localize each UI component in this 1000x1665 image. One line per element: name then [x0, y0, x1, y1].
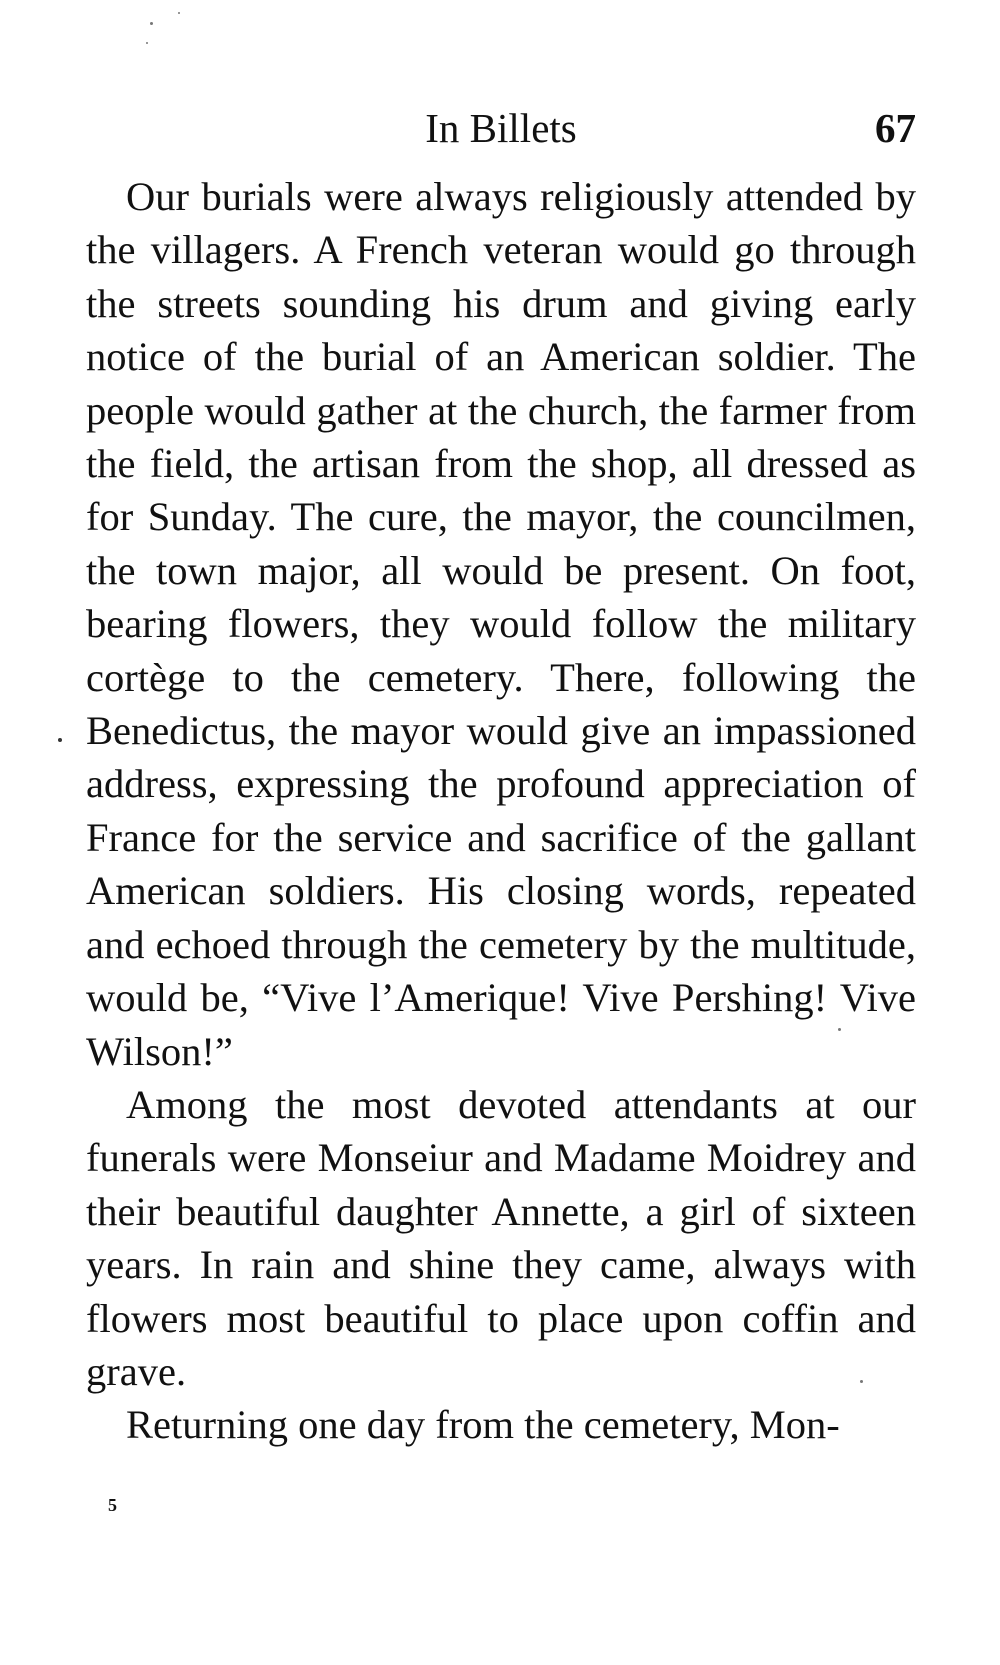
scan-speck — [150, 22, 153, 25]
scan-speck — [178, 12, 180, 14]
paragraph-returning: Returning one day from the cemetery, Mon- — [126, 1402, 840, 1448]
scan-speck — [58, 738, 62, 742]
scan-speck — [146, 42, 148, 44]
signature-mark: 5 — [108, 1495, 117, 1515]
paragraph-burials: Our burials were always religiously attended by the villagers. A French veteran would go through the streets sounding his drum and giving early notice of the burial of an American soldier. The people would gather at the church, the farmer from the field, the artisan from the shop, all dressed as for Sunday. The cure, the mayor, the councilmen, the town major, all would be present. On foot, bearing flowers, they would follow the military cortège to the cemetery. There, following the Benedictus, the mayor would give an impassioned address, expressing the profound appreciation of France for the service and sacrifice of the gallant American soldiers. His closing words, repeated and echoed through the cemetery by the multitude, would be, “Vive l’Amerique! Vive Pershing! Vive Wilson!” — [86, 174, 916, 1074]
page-number: 67 — [875, 105, 916, 151]
running-title: In Billets — [425, 105, 577, 151]
body-text — [86, 170, 916, 1452]
running-head — [86, 98, 916, 158]
paragraph-moidrey-family: Among the most devoted attendants at our funerals were Monseiur and Madame Moidrey and their beautiful daughter Annette, a girl of sixteen years. In rain and shine they came, always with flowers most beautiful to place upon coffin and grave. — [86, 1081, 916, 1394]
